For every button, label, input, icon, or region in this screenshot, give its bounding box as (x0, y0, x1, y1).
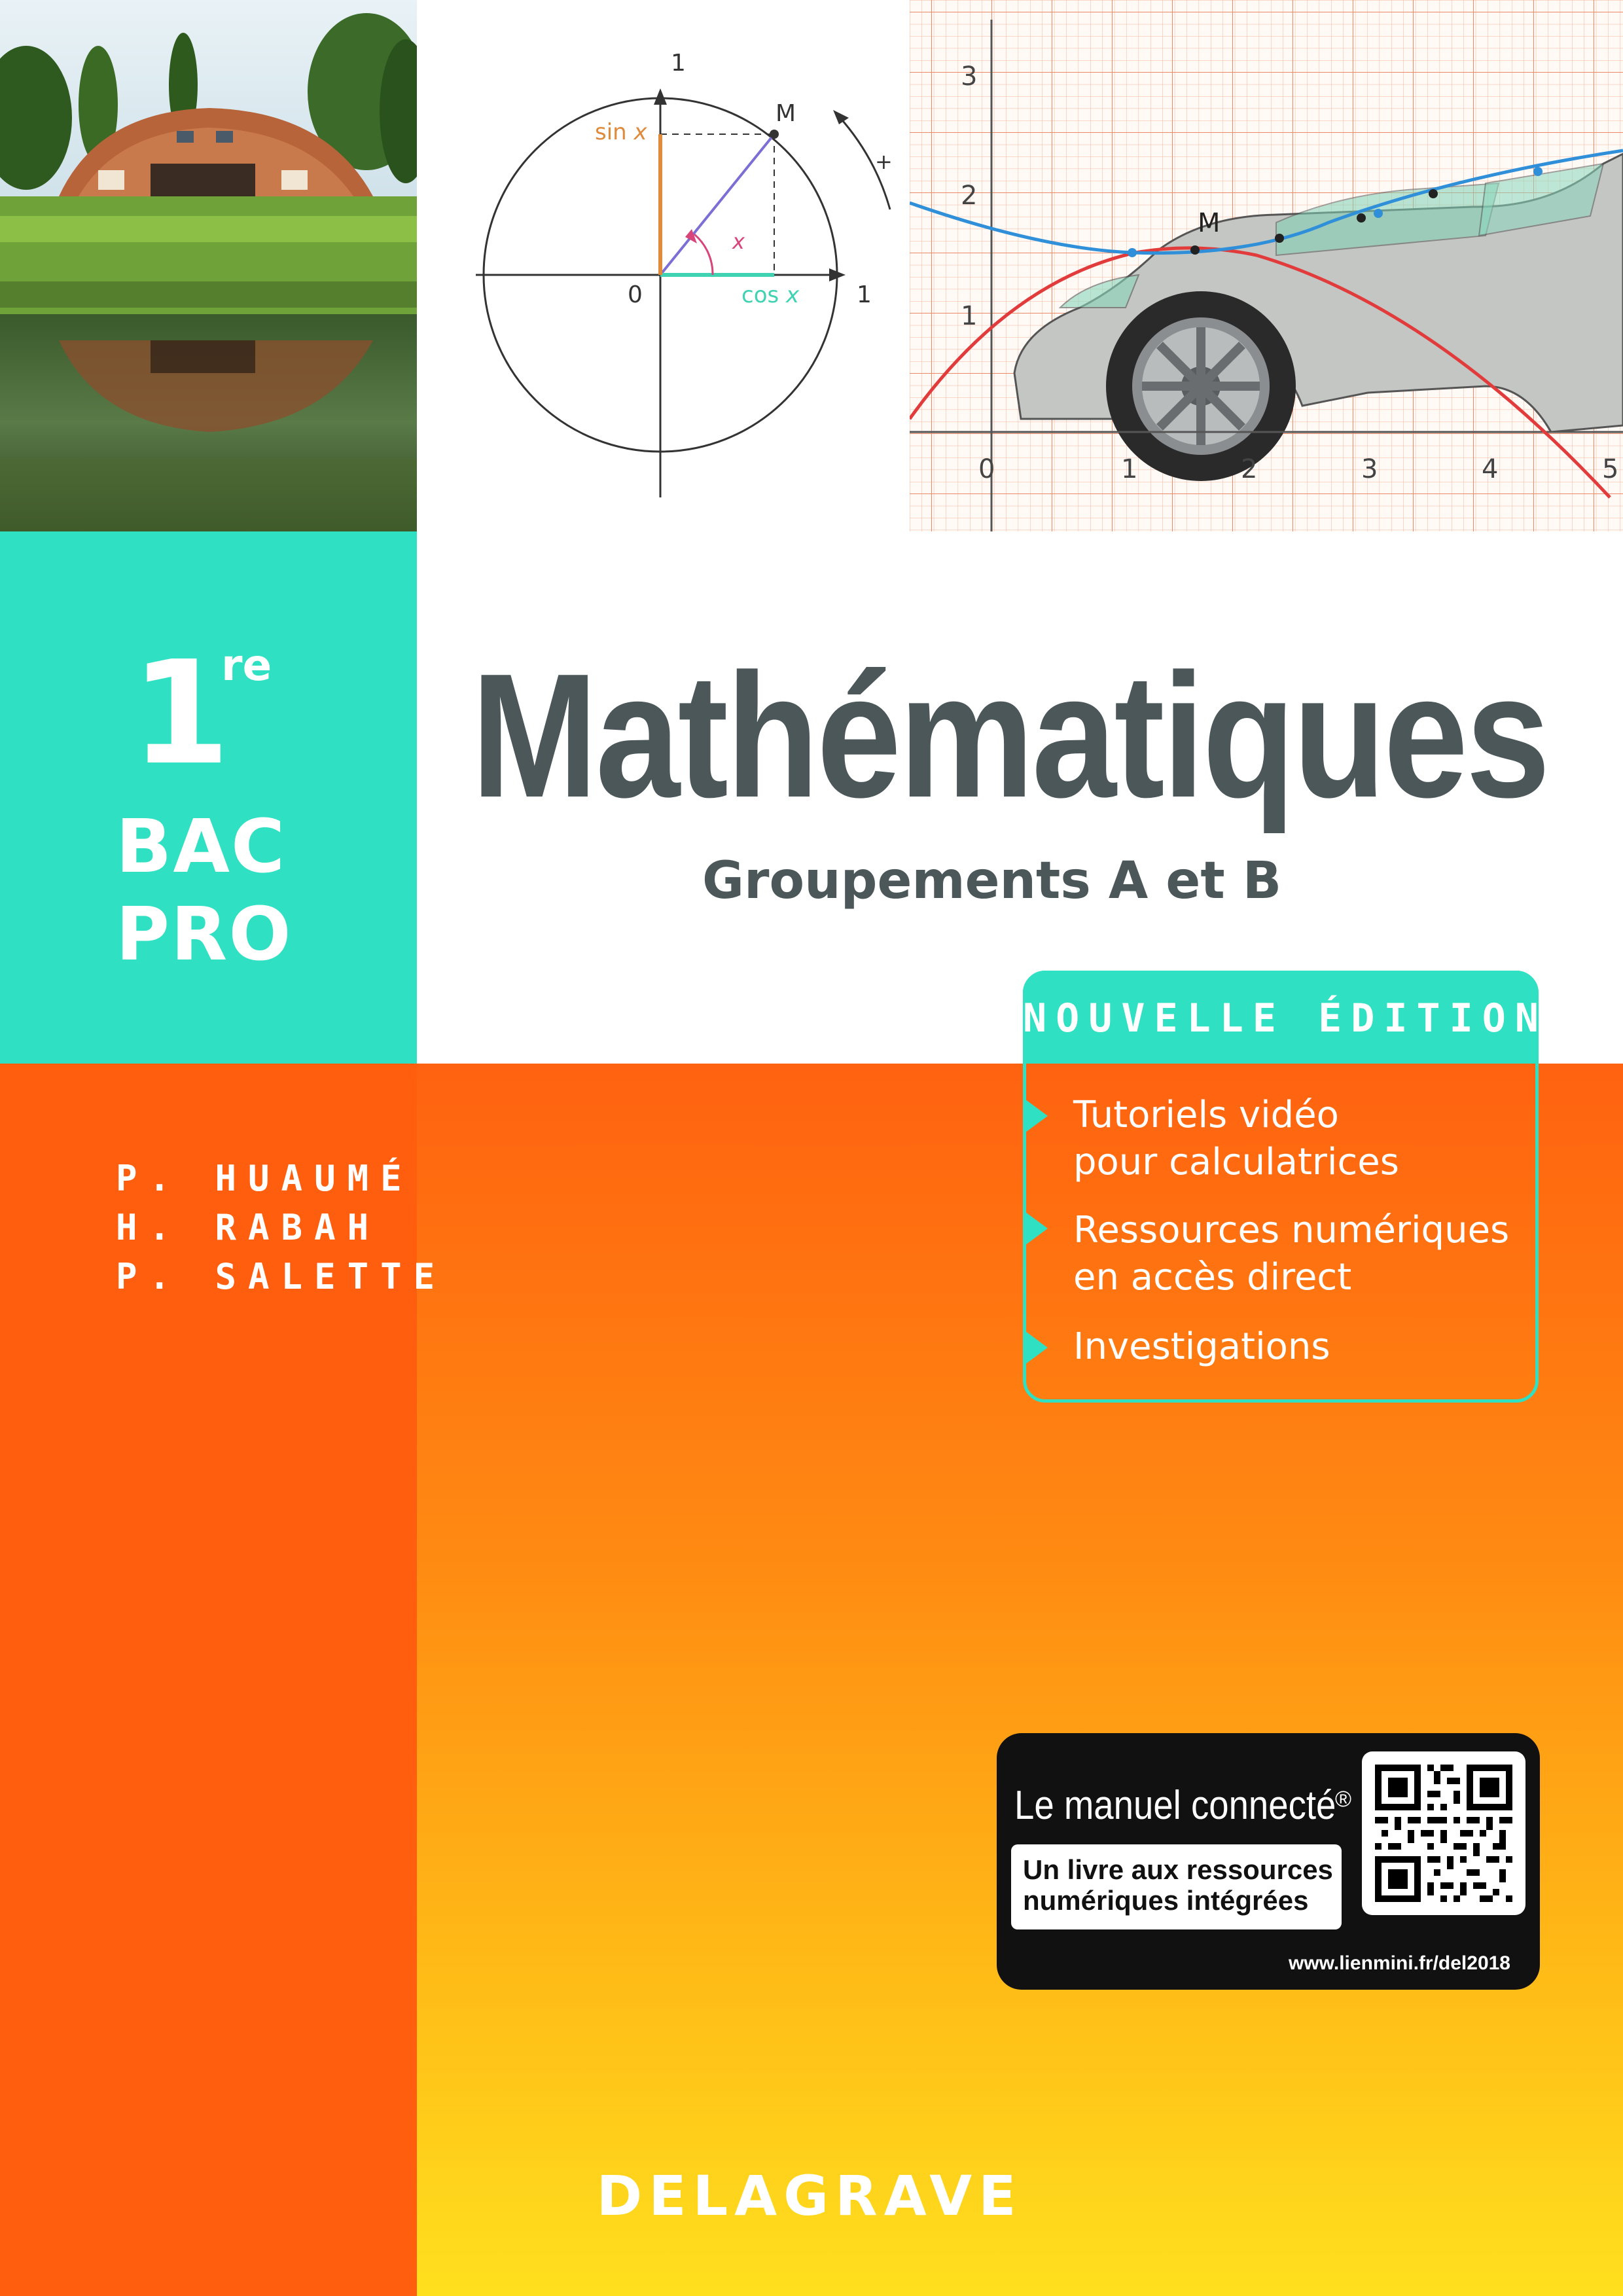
sin-label: sin x (595, 119, 647, 145)
cover-photo-dome-house (0, 0, 417, 531)
cos-label: cos x (741, 282, 800, 308)
x-tick-0: 0 (978, 454, 995, 484)
feature-item (1073, 1207, 1509, 1301)
direction-label: + (875, 149, 893, 174)
function-graph-figure (910, 0, 1623, 531)
author-name: P. HUAUMÉ (116, 1158, 414, 1199)
bullet-arrow-icon (1023, 1098, 1048, 1134)
feature-line: pour calculatrices (1073, 1141, 1399, 1183)
feature-line: Tutoriels vidéo (1073, 1094, 1339, 1136)
x-tick-5: 5 (1602, 454, 1619, 484)
book-subtitle: Groupements A et B (702, 852, 1282, 910)
author-strip (0, 1064, 417, 2296)
feature-item (1073, 1323, 1330, 1371)
x-tick-1: 1 (1121, 454, 1138, 484)
level-panel (0, 531, 417, 1064)
author-name: P. SALETTE (116, 1256, 447, 1297)
tagline-line: numériques intégrées (1023, 1885, 1309, 1916)
level-pro-label: PRO (116, 892, 293, 977)
registered-mark: ® (1335, 1787, 1352, 1812)
point-m-label: M (1198, 208, 1221, 238)
publisher-name: DELAGRAVE (596, 2164, 1023, 2228)
author-name: H. RABAH (116, 1207, 381, 1248)
connected-manual-title: Le manuel connecté (1014, 1783, 1336, 1828)
unit-circle-figure (417, 0, 910, 531)
y-tick-3: 3 (961, 62, 978, 92)
angle-label: x (732, 229, 745, 254)
feature-line: en accès direct (1073, 1256, 1352, 1299)
point-m-label: M (776, 100, 796, 127)
x-tick-label: 1 (857, 281, 872, 308)
bullet-arrow-icon (1023, 1329, 1048, 1366)
feature-item (1073, 1092, 1399, 1186)
level-number: 1 (131, 631, 230, 797)
y-tick-1: 1 (961, 301, 978, 331)
bullet-arrow-icon (1023, 1210, 1048, 1247)
feature-line: Ressources numériques (1073, 1209, 1510, 1251)
origin-label: 0 (628, 281, 643, 308)
y-tick-2: 2 (961, 181, 978, 211)
x-tick-4: 4 (1482, 454, 1499, 484)
feature-line: Investigations (1073, 1325, 1330, 1368)
qr-code-icon[interactable] (1362, 1751, 1525, 1915)
tagline-line: Un livre aux ressources (1023, 1854, 1333, 1885)
edition-title: NOUVELLE ÉDITION (1023, 996, 1548, 1041)
level-suffix: re (221, 640, 272, 691)
book-title: Mathématiques (471, 637, 1548, 834)
y-tick-label: 1 (671, 50, 686, 77)
level-bac-label: BAC (116, 804, 287, 889)
x-tick-3: 3 (1361, 454, 1378, 484)
x-tick-2: 2 (1241, 454, 1258, 484)
resource-url[interactable]: www.lienmini.fr/del2018 (1289, 1952, 1510, 1974)
